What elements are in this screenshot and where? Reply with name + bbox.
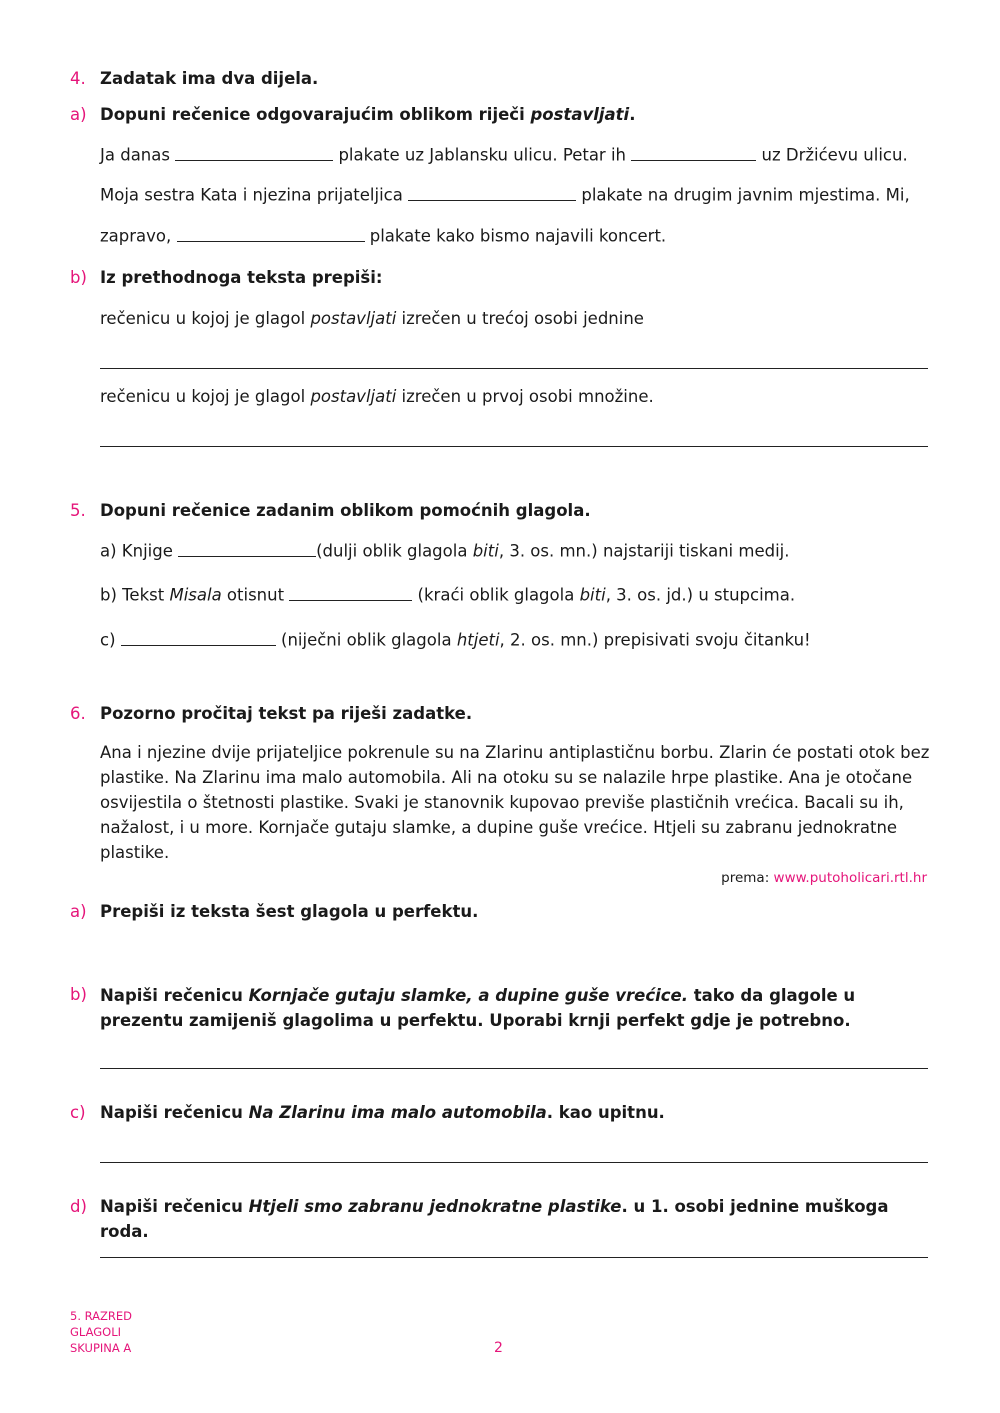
task-title: Pozorno pročitaj tekst pa riješi zadatke. [100, 704, 473, 723]
subtask-title: Napiši rečenicu Na Zlarinu ima malo automobila. kao upitnu. [100, 1103, 665, 1122]
subtask-title: Dopuni rečenice odgovarajućim oblikom riječi postavljati. [100, 105, 636, 124]
subtask-title: Iz prethodnoga teksta prepiši: [100, 268, 383, 287]
task-number: 4. [70, 69, 86, 88]
fill-sentence-line: Ja danas plakate uz Jablansku ulicu. Petar ih uz Držićevu ulicu. [100, 143, 908, 168]
footer-topic: GLAGOLI [70, 1325, 122, 1339]
answer-line[interactable] [100, 368, 928, 369]
fill-sentence-line: zapravo, plakate kako bismo najavili koncert. [100, 224, 666, 249]
task-title: Dopuni rečenice zadanim oblikom pomoćnih glagola. [100, 501, 591, 520]
answer-line[interactable] [100, 1162, 928, 1163]
subtask-letter: b) [70, 985, 87, 1004]
subtask-letter: d) [70, 1197, 87, 1216]
task-number: 5. [70, 501, 86, 520]
blank-answer[interactable] [631, 143, 756, 161]
page-number: 2 [494, 1340, 503, 1356]
blank-answer[interactable] [177, 224, 365, 242]
task-title: Zadatak ima dva dijela. [100, 69, 319, 88]
fill-sentence-line: Moja sestra Kata i njezina prijateljica plakate na drugim javnim mjestima. Mi, [100, 183, 910, 208]
task-number: 6. [70, 704, 86, 723]
answer-line[interactable] [100, 1257, 928, 1258]
subtask-letter: b) [70, 268, 87, 287]
subtask-letter: c) [70, 1103, 86, 1122]
blank-answer[interactable] [178, 539, 316, 557]
blank-answer[interactable] [408, 183, 576, 201]
fill-sentence-line: c) (niječni oblik glagola htjeti, 2. os. mn.) prepisivati svoju čitanku! [100, 628, 811, 653]
fill-sentence-line: a) Knjige (dulji oblik glagola biti, 3. os. mn.) najstariji tiskani medij. [100, 539, 789, 564]
source-attribution: prema: www.putoholicari.rtl.hr [721, 870, 927, 886]
reading-text: Ana i njezine dvije prijateljice pokrenule su na Zlarinu antiplastičnu borbu. Zlarin će postati otok bez plastike. Na Zlarinu ima malo automobila. Ali na otoku su se nalazile hrpe plastike. Ana je otočane osvijestila o štetnosti plastike. Svaki je stanovnik kupovao previše plastičnih vrećica. Bacali su ih, nažalost, i u more. Kornjače gutaju slamke, a dupine guše vrećice. Htjeli su zabranu jednokratne plastike. [100, 743, 930, 862]
subtask-title: Napiši rečenicu Htjeli smo zabranu jednokratne plastike. u 1. osobi jednine muškoga roda. [100, 1197, 889, 1241]
subtask-title: Prepiši iz teksta šest glagola u perfektu. [100, 902, 479, 921]
instruction-line: rečenicu u kojoj je glagol postavljati izrečen u trećoj osobi jednine [100, 309, 644, 328]
answer-line[interactable] [100, 1068, 928, 1069]
footer-group: SKUPINA A [70, 1341, 132, 1355]
footer-info [70, 1308, 132, 1356]
footer-grade: 5. RAZRED [70, 1309, 133, 1323]
blank-answer[interactable] [289, 583, 412, 601]
fill-sentence-line: b) Tekst Misala otisnut (kraći oblik glagola biti, 3. os. jd.) u stupcima. [100, 583, 795, 608]
blank-answer[interactable] [175, 143, 333, 161]
instruction-line: rečenicu u kojoj je glagol postavljati izrečen u prvoj osobi množine. [100, 387, 654, 406]
source-link[interactable]: www.putoholicari.rtl.hr [773, 870, 927, 886]
answer-line[interactable] [100, 446, 928, 447]
subtask-letter: a) [70, 902, 87, 921]
subtask-title: Napiši rečenicu Kornjače gutaju slamke, a dupine guše vrećice. tako da glagole u prezentu zamijeniš glagolima u perfektu. Uporabi krnji perfekt gdje je potrebno. [100, 986, 856, 1030]
blank-answer[interactable] [121, 628, 276, 646]
subtask-letter: a) [70, 105, 87, 124]
